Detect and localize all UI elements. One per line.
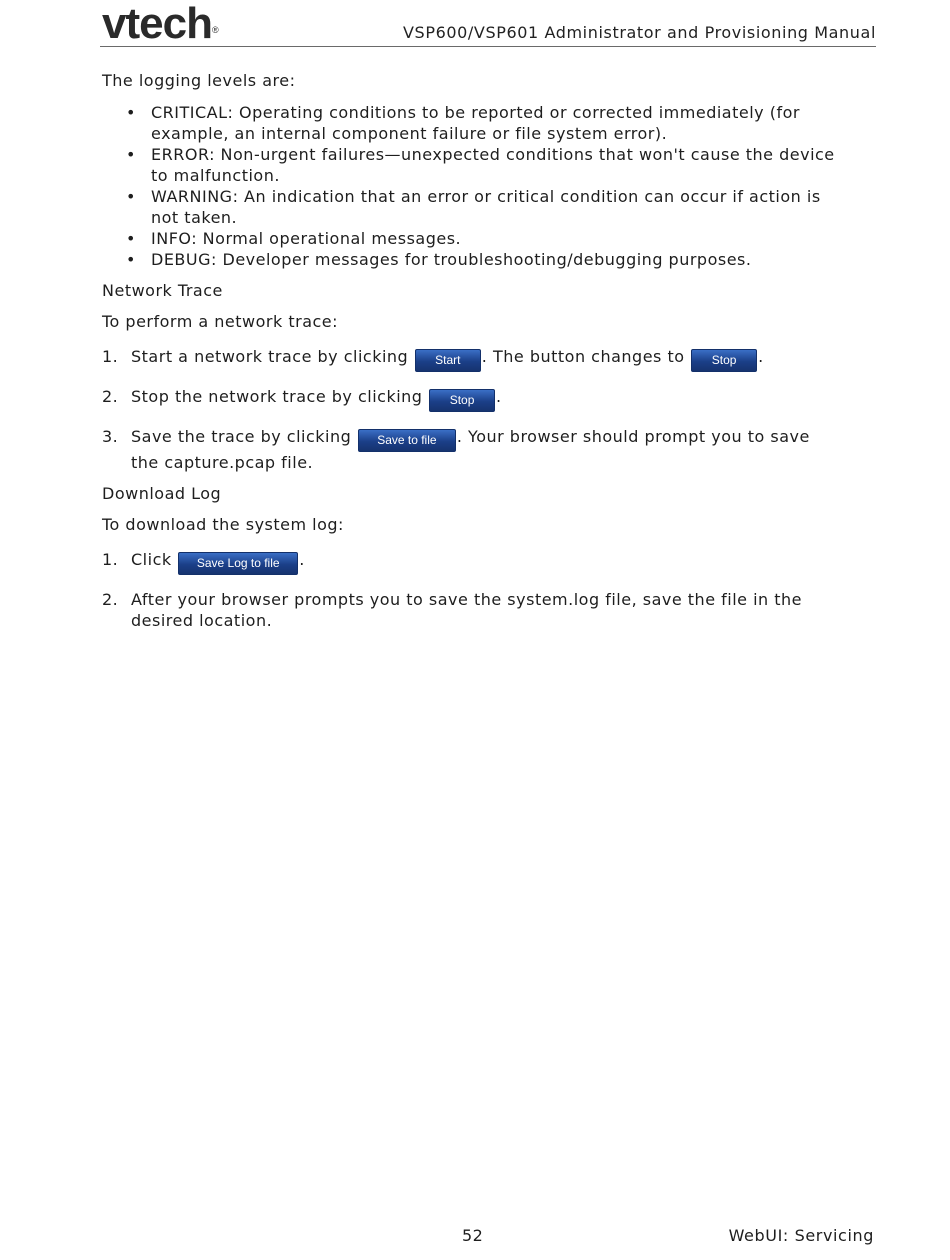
manual-title: VSP600/VSP601 Administrator and Provisioning Manual [403, 23, 876, 42]
step-text: . [496, 387, 502, 406]
network-trace-step-2 [102, 386, 842, 412]
save-to-file-button[interactable]: Save to file [358, 429, 456, 452]
step-text: . The button changes to [481, 347, 691, 366]
step-number: 2. [102, 590, 119, 609]
page-header [100, 0, 876, 47]
network-trace-steps [102, 346, 842, 473]
download-log-steps [102, 549, 842, 631]
level-warning: • WARNING: An indication that an error or critical condition can occur if action is not taken. [151, 186, 842, 228]
download-log-step-1 [102, 549, 842, 575]
step-text: Save the trace by clicking [131, 427, 357, 446]
logging-levels-list [102, 102, 842, 270]
step-text: . [299, 550, 305, 569]
level-critical: • CRITICAL: Operating conditions to be reported or corrected immediately (for example, an internal component failure or file system error). [151, 102, 842, 144]
step-number: 2. [102, 387, 119, 406]
level-info: • INFO: Normal operational messages. [151, 228, 842, 249]
level-debug: • DEBUG: Developer messages for troubleshooting/debugging purposes. [151, 249, 842, 270]
step-text: . [758, 347, 764, 366]
step-text: Click [131, 550, 178, 569]
level-error: • ERROR: Non-urgent failures—unexpected conditions that won't cause the device to malfunction. [151, 144, 842, 186]
vtech-logo: vtech® [102, 0, 218, 48]
page-number: 52 [462, 1226, 484, 1245]
page-content [102, 70, 842, 631]
step-number: 3. [102, 427, 119, 446]
step-number: 1. [102, 347, 119, 366]
step-text: Start a network trace by clicking [131, 347, 414, 366]
section-name: WebUI: Servicing [728, 1226, 874, 1245]
download-log-step-2 [102, 589, 842, 631]
step-text: Stop the network trace by clicking [131, 387, 429, 406]
download-log-heading: Download Log [102, 484, 222, 503]
network-trace-intro: To perform a network trace: [102, 312, 339, 331]
network-trace-step-3 [102, 426, 842, 473]
logging-levels-intro: The logging levels are: [102, 71, 296, 90]
download-log-intro: To download the system log: [102, 515, 344, 534]
start-button[interactable]: Start [415, 349, 481, 372]
network-trace-heading: Network Trace [102, 281, 223, 300]
step-number: 1. [102, 550, 119, 569]
step-text: After your browser prompts you to save the system.log file, save the file in the desired location. [131, 590, 803, 630]
stop-button[interactable]: Stop [691, 349, 757, 372]
step-text: . Your browser should prompt you to save the capture.pcap file. [131, 427, 810, 472]
stop-button[interactable]: Stop [429, 389, 495, 412]
save-log-to-file-button[interactable]: Save Log to file [178, 552, 298, 575]
network-trace-step-1 [102, 346, 842, 372]
